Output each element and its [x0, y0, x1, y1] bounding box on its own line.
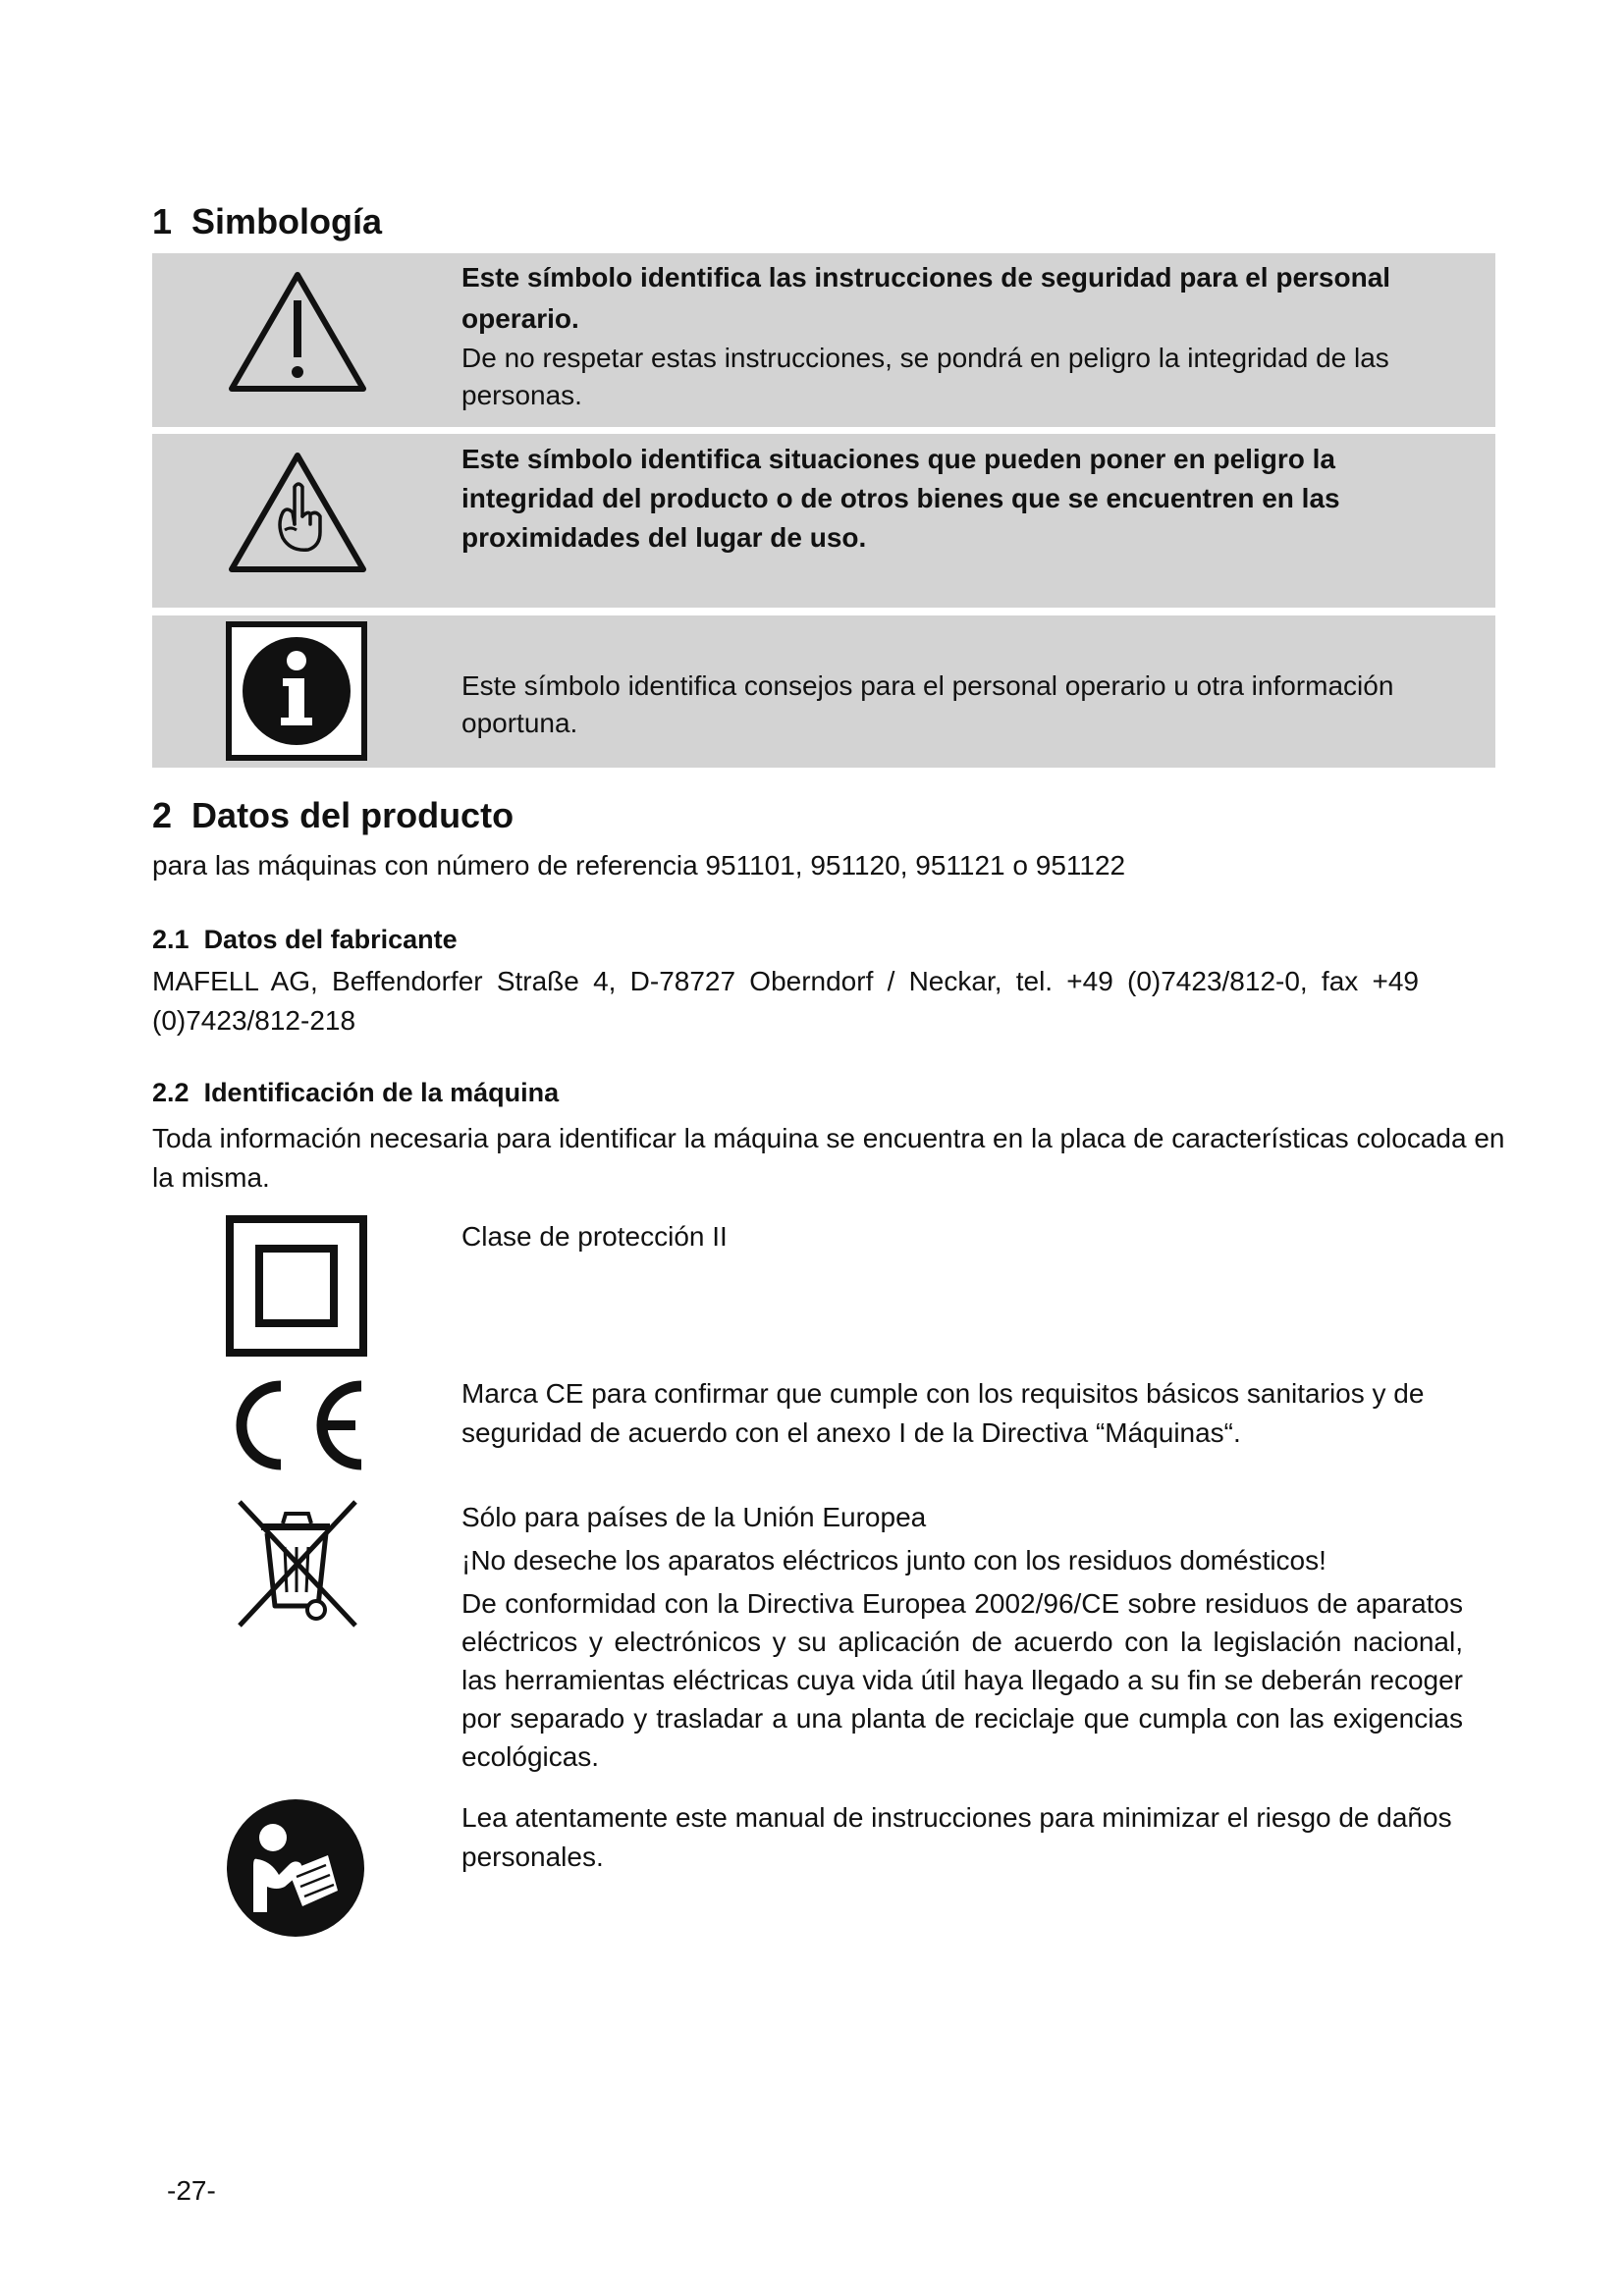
- symbol-row-info-text: [461, 667, 1473, 742]
- section-2-intro: para las máquinas con número de referencia 951101, 951120, 951121 o 951122: [152, 850, 1126, 881]
- warning-bold-text: Este símbolo identifica las instrucciones de seguridad para el personal operario.: [461, 262, 1391, 334]
- section-1-heading: [152, 201, 382, 242]
- manufacturer-text: MAFELL AG, Beffendorfer Straße 4, D-78727 Oberndorf / Neckar, tel. +49 (0)7423/812-0, fax +49 (0)7423/812-218: [152, 966, 1419, 1036]
- subsection-2-1-title: Datos del fabricante: [203, 925, 458, 954]
- warning-triangle-icon: [226, 267, 369, 397]
- crossed-wheelie-bin-icon: [232, 1496, 363, 1631]
- protection-class-text: Clase de protección II: [461, 1221, 728, 1252]
- read-manual-icon: [224, 1796, 367, 1940]
- subsection-2-2-heading: [152, 1078, 559, 1108]
- section-2-number: 2: [152, 795, 173, 835]
- ce-mark-icon: [224, 1374, 369, 1476]
- information-icon: [226, 621, 367, 761]
- subsection-2-1-number: 2.1: [152, 925, 189, 954]
- weee-line-2: ¡No deseche los aparatos eléctricos junto con los residuos domésticos!: [461, 1545, 1326, 1575]
- section-2-title: Datos del producto: [191, 795, 514, 835]
- identification-text: Toda información necesaria para identificar la máquina se encuentra en la placa de características colocada en la misma.: [152, 1123, 1505, 1193]
- page-number: -27-: [167, 2175, 216, 2206]
- hand-caution-triangle-icon: [226, 448, 369, 577]
- weee-line-3: De conformidad con la Directiva Europea 2002/96/CE sobre residuos de aparatos eléctricos y electrónicos y su aplicación de acuerdo con la legislación nacional, las herramientas eléctricas cuya vida útil haya llegado a su fin se deberán recoger por separado y trasladar a una planta de reciclaje que cumpla con las exigencias ecológicas.: [461, 1588, 1463, 1772]
- subsection-2-1-heading: [152, 925, 458, 955]
- section-1-title: Simbología: [191, 201, 383, 241]
- symbol-row-caution-text: [461, 440, 1473, 558]
- ce-mark-text: Marca CE para confirmar que cumple con los requisitos básicos sanitarios y de seguridad de acuerdo con el anexo I de la Directiva “Máquinas“.: [461, 1378, 1425, 1448]
- protection-class-ii-icon: [226, 1215, 367, 1357]
- subsection-2-2-title: Identificación de la máquina: [203, 1078, 560, 1107]
- read-manual-text: Lea atentamente este manual de instrucciones para minimizar el riesgo de daños personales.: [461, 1802, 1452, 1872]
- symbol-row-warning-text: [461, 257, 1473, 414]
- caution-bold-text: Este símbolo identifica situaciones que pueden poner en peligro la integridad del producto o de otros bienes que se encuentren en las proximidades del lugar de uso.: [461, 444, 1340, 553]
- subsection-2-2-number: 2.2: [152, 1078, 189, 1107]
- weee-line-1: Sólo para países de la Unión Europea: [461, 1502, 927, 1532]
- section-2-heading: [152, 795, 514, 836]
- section-1-number: 1: [152, 201, 173, 241]
- warning-text: De no respetar estas instrucciones, se pondrá en peligro la integridad de las personas.: [461, 343, 1389, 410]
- info-text: Este símbolo identifica consejos para el personal operario u otra información oportuna.: [461, 670, 1394, 738]
